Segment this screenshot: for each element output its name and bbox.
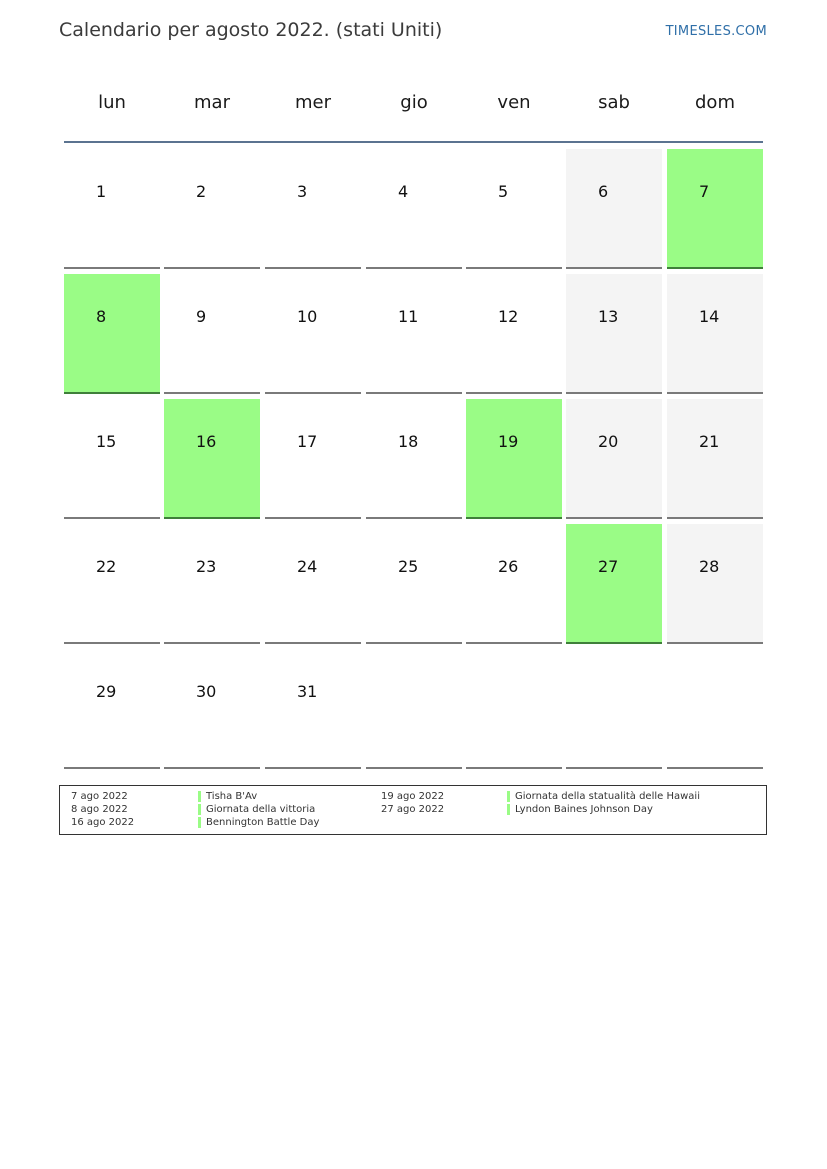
day-number: 18 bbox=[398, 432, 419, 451]
day-number: 2 bbox=[196, 182, 207, 201]
day-cell[interactable] bbox=[466, 274, 562, 394]
day-cell[interactable] bbox=[466, 149, 562, 269]
legend-holiday-name: Bennington Battle Day bbox=[206, 817, 320, 828]
legend-date: 16 ago 2022 bbox=[71, 817, 135, 828]
day-number: 27 bbox=[598, 557, 619, 576]
day-cell[interactable] bbox=[64, 399, 160, 519]
brand-link[interactable]: TIMESLES.COM bbox=[665, 24, 767, 39]
legend-date: 7 ago 2022 bbox=[71, 791, 128, 802]
day-cell[interactable] bbox=[265, 524, 361, 644]
day-number: 28 bbox=[699, 557, 720, 576]
day-number: 16 bbox=[196, 432, 217, 451]
legend-date: 19 ago 2022 bbox=[381, 791, 445, 802]
day-number: 25 bbox=[398, 557, 419, 576]
holiday-day-cell[interactable] bbox=[566, 524, 662, 644]
empty-day-cell bbox=[466, 649, 562, 769]
weekday-label-mer: mer bbox=[294, 92, 331, 113]
legend-holiday-name: Giornata della statualità delle Hawaii bbox=[515, 791, 700, 802]
legend-holiday-name: Lyndon Baines Johnson Day bbox=[515, 804, 653, 815]
weekday-label-dom: dom bbox=[695, 92, 735, 113]
weekday-label-lun: lun bbox=[98, 92, 126, 113]
holiday-legend bbox=[59, 785, 767, 835]
day-number: 3 bbox=[297, 182, 308, 201]
day-cell[interactable] bbox=[164, 649, 260, 769]
empty-day-cell bbox=[566, 649, 662, 769]
holiday-day-cell[interactable] bbox=[466, 399, 562, 519]
weekday-label-mar: mar bbox=[194, 92, 230, 113]
day-cell[interactable] bbox=[64, 149, 160, 269]
day-cell[interactable] bbox=[466, 524, 562, 644]
day-number: 12 bbox=[498, 307, 519, 326]
day-cell[interactable] bbox=[164, 524, 260, 644]
day-number: 15 bbox=[96, 432, 117, 451]
day-cell[interactable] bbox=[566, 149, 662, 269]
day-number: 6 bbox=[598, 182, 609, 201]
day-number: 17 bbox=[297, 432, 318, 451]
day-number: 29 bbox=[96, 682, 117, 701]
day-number: 14 bbox=[699, 307, 720, 326]
weekday-label-gio: gio bbox=[400, 92, 428, 113]
holiday-day-cell[interactable] bbox=[164, 399, 260, 519]
weekday-label-sab: sab bbox=[598, 92, 630, 113]
day-number: 10 bbox=[297, 307, 318, 326]
empty-day-cell bbox=[667, 649, 763, 769]
day-number: 19 bbox=[498, 432, 519, 451]
day-cell[interactable] bbox=[164, 274, 260, 394]
page-title: Calendario per agosto 2022. (stati Uniti) bbox=[59, 19, 443, 41]
day-cell[interactable] bbox=[667, 524, 763, 644]
holiday-color-marker bbox=[198, 791, 201, 802]
day-cell[interactable] bbox=[366, 149, 462, 269]
weekday-label-ven: ven bbox=[497, 92, 531, 113]
day-number: 9 bbox=[196, 307, 207, 326]
holiday-color-marker bbox=[507, 804, 510, 815]
day-number: 13 bbox=[598, 307, 619, 326]
day-cell[interactable] bbox=[366, 274, 462, 394]
day-cell[interactable] bbox=[265, 149, 361, 269]
holiday-color-marker bbox=[507, 791, 510, 802]
empty-day-cell bbox=[366, 649, 462, 769]
holiday-day-cell[interactable] bbox=[64, 274, 160, 394]
day-cell[interactable] bbox=[265, 649, 361, 769]
day-number: 26 bbox=[498, 557, 519, 576]
day-number: 23 bbox=[196, 557, 217, 576]
day-cell[interactable] bbox=[265, 399, 361, 519]
day-cell[interactable] bbox=[667, 399, 763, 519]
header-divider bbox=[64, 141, 763, 143]
legend-date: 27 ago 2022 bbox=[381, 804, 445, 815]
holiday-color-marker bbox=[198, 817, 201, 828]
day-number: 22 bbox=[96, 557, 117, 576]
day-number: 7 bbox=[699, 182, 710, 201]
day-cell[interactable] bbox=[164, 149, 260, 269]
day-number: 30 bbox=[196, 682, 217, 701]
legend-holiday-name: Tisha B'Av bbox=[206, 791, 258, 802]
day-cell[interactable] bbox=[667, 274, 763, 394]
day-number: 11 bbox=[398, 307, 419, 326]
holiday-color-marker bbox=[198, 804, 201, 815]
day-cell[interactable] bbox=[64, 649, 160, 769]
legend-holiday-name: Giornata della vittoria bbox=[206, 804, 316, 815]
day-cell[interactable] bbox=[566, 274, 662, 394]
legend-date: 8 ago 2022 bbox=[71, 804, 128, 815]
day-number: 24 bbox=[297, 557, 318, 576]
day-number: 4 bbox=[398, 182, 409, 201]
holiday-day-cell[interactable] bbox=[667, 149, 763, 269]
day-number: 8 bbox=[96, 307, 107, 326]
day-number: 1 bbox=[96, 182, 107, 201]
day-number: 5 bbox=[498, 182, 509, 201]
day-cell[interactable] bbox=[265, 274, 361, 394]
day-number: 20 bbox=[598, 432, 619, 451]
day-cell[interactable] bbox=[366, 524, 462, 644]
day-number: 31 bbox=[297, 682, 318, 701]
day-cell[interactable] bbox=[64, 524, 160, 644]
day-number: 21 bbox=[699, 432, 720, 451]
day-cell[interactable] bbox=[366, 399, 462, 519]
day-cell[interactable] bbox=[566, 399, 662, 519]
